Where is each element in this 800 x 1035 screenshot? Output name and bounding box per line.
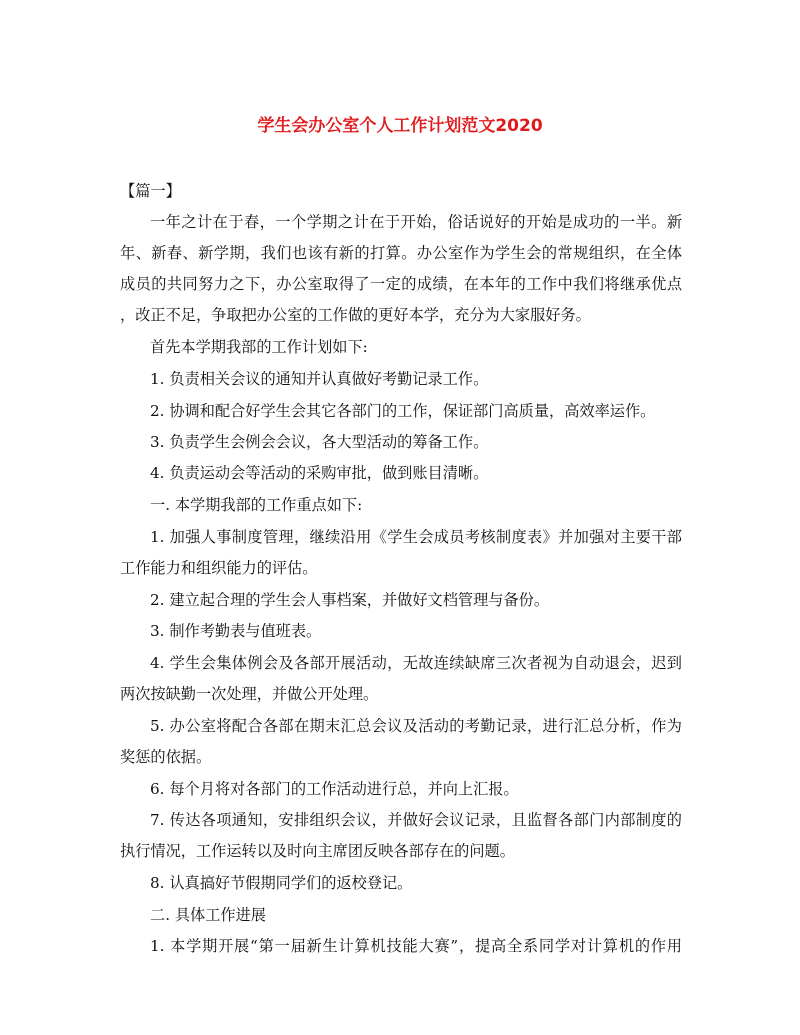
focus-item-line: 5. 办公室将配合各部在期末汇总会议及活动的考勤记录，进行汇总分析，作为 [150,717,682,735]
focus-item-line: 4. 学生会集体例会及各部开展活动，无故连续缺席三次者视为自动退会，迟到 [150,654,682,672]
section-label: 【篇一】 [120,182,181,200]
focus-item-line: 奖惩的依据。 [120,748,212,766]
intro-line-2: 年、新春、新学期，我们也该有新的打算。办公室作为学生会的常规组织，在全体 [120,244,682,262]
progress-item: 1. 本学期开展“第一届新生计算机技能大赛”，提高全系同学对计算机的作用 [150,937,682,955]
document-title: 学生会办公室个人工作计划范文2020 [257,116,543,136]
focus-item-line: 2. 建立起合理的学生会人事档案，并做好文档管理与备份。 [150,591,550,609]
intro-line-3: 成员的共同努力之下，办公室取得了一定的成绩，在本年的工作中我们将继承优点 [120,275,682,293]
plan-item: 3. 负责学生会例会会议，各大型活动的筹备工作。 [150,433,489,451]
focus-item-line: 1. 加强人事制度管理，继续沿用《学生会成员考核制度表》并加强对主要干部 [150,528,682,546]
progress-heading: 二. 具体工作进展 [150,906,266,924]
plan-item: 1. 负责相关会议的通知并认真做好考勤记录工作。 [150,370,489,388]
plan-heading: 首先本学期我部的工作计划如下: [150,338,368,356]
focus-item-line: 执行情况，工作运转以及时向主席团反映各部存在的问题。 [120,842,515,860]
plan-item: 2. 协调和配合好学生会其它各部门的工作，保证部门高质量，高效率运作。 [150,402,656,420]
intro-line-4: ，改正不足，争取把办公室的工作做的更好本学，充分为大家服好务。 [120,306,591,324]
focus-item-line: 7. 传达各项通知，安排组织会议，并做好会议记录，且监督各部门内部制度的 [150,811,682,829]
focus-item-line: 8. 认真搞好节假期同学们的返校登记。 [150,874,413,892]
focus-item-line: 工作能力和组织能力的评估。 [120,559,318,577]
focus-item-line: 两次按缺勤一次处理，并做公开处理。 [120,685,379,703]
focus-item-line: 3. 制作考勤表与值班表。 [150,622,322,640]
focus-item-line: 6. 每个月将对各部门的工作活动进行总，并向上汇报。 [150,780,519,798]
focus-heading: 一. 本学期我部的工作重点如下: [150,496,363,514]
intro-line-1: 一年之计在于春，一个学期之计在于开始，俗话说好的开始是成功的一半。新 [150,213,682,231]
plan-item: 4. 负责运动会等活动的采购审批，做到账目清晰。 [150,464,489,482]
